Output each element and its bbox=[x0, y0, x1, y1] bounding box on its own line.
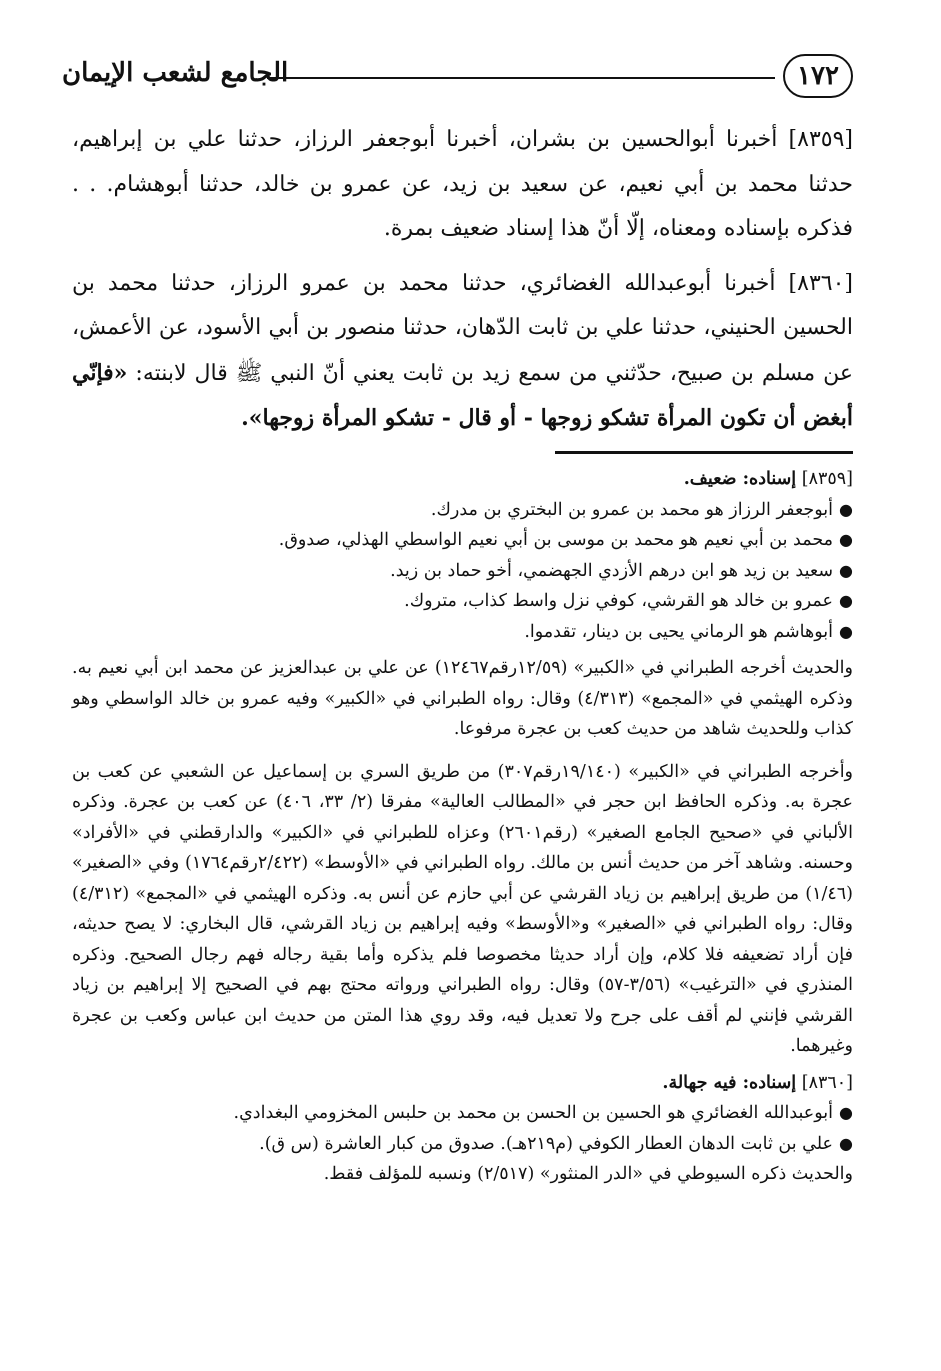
list-item-text: محمد بن أبي نعيم هو محمد بن موسى بن أبي نعيم الواسطي الهذلي، صدوق. bbox=[278, 530, 833, 550]
bullet-icon: ● bbox=[839, 1103, 853, 1122]
header-rule bbox=[267, 77, 775, 79]
list-item bbox=[72, 525, 853, 556]
takhrij-paragraph: والحديث أخرجه الطبراني في «الكبير» (١٢/٥٩رقم١٢٤٦٧) عن علي بن عبدالعزيز عن محمد ابن أبي نعيم به. وذكره الهيثمي في «المجمع» (٤/٣١٣) وقال: رواه الطبراني في «الكبير» وفيه عمرو بن خالد الواسطي وهو كذاب وللحديث شاهد من حديث كعب بن عجرة مرفوعا. bbox=[72, 658, 853, 739]
list-item-text: علي بن ثابت الدهان العطار الكوفي (م٢١٩هـ). صدوق من كبار العاشرة (س ق). bbox=[259, 1133, 833, 1154]
page-header bbox=[62, 40, 853, 110]
footnotes bbox=[72, 464, 853, 1190]
page-number: ١٧٢ bbox=[783, 54, 853, 98]
list-item bbox=[72, 1129, 853, 1160]
note-heading-8360 bbox=[72, 1068, 853, 1099]
bullet-icon: ● bbox=[839, 499, 853, 519]
hadith-matn: «فإنّي أبغض أن تكون المرأة تشكو زوجها - أو قال - تشكو المرأة زوجها». bbox=[72, 359, 853, 431]
takhrij-paragraph: وأخرجه الطبراني في «الكبير» (١٩/١٤٠رقم٣٠٧) من طريق السري بن إسماعيل عن الشعبي عن كعب بن عجرة به. وذكره الحافظ ابن حجر في «المطالب العالية» مفرقا (٢/ ٣٣، ٤٠٦) عن كعب بن عجرة. وذكره الألباني في «صحيح الجامع الصغير» (رقم٢٦٠١) وعزاه للطبراني في «الكبير» والدارقطني في «الأفراد» وحسنه. وشاهد آخر من حديث أنس بن مالك. رواه الطبراني في «الأوسط» (٢/٤٢٢رقم١٧٦٤) وفي «الصغير» (١/٤٦) من طريق إبراهيم بن زياد القرشي عن أبي حازم عن أنس به. وذكره الهيثمي في «المجمع» (٤/٣١٢) وقال: رواه الطبراني في «الصغير» و«الأوسط» وفيه إبراهيم بن زياد القرشي، قال البخاري: لا يصح حديثه، فإن أراد تضعيفه فلا كلام، وإن أراد حديثا مخصوصا فلم يذكره وأما بقية رجاله فهم رجال الصحيح. وذكره المنذري في «الترغيب» (٣/٥٦-٥٧) وقال: رواه الطبراني ورواته محتج بهم في الصحيح إلا إبراهيم بن زياد القرشي فإنني لم أقف على جرح ولا تعديل فيه، وقد روي هذا المتن من حديث ابن عباس وكعب بن عجرة وغيرهما. bbox=[72, 761, 854, 1056]
list-item-text: أبوعبدالله الغضائري هو الحسين بن الحسن بن محمد بن حلبس المخزومي البغدادي. bbox=[233, 1103, 833, 1123]
note-heading-8359 bbox=[72, 464, 853, 495]
note-number: [٨٣٦٠] bbox=[801, 1072, 853, 1093]
list-item-text: عمرو بن خالد هو القرشي، كوفي نزل واسط كذاب، متروك. bbox=[404, 591, 833, 611]
list-item-text: أبوجعفر الرزاز هو محمد بن عمرو بن البختري بن مدرك. bbox=[430, 499, 833, 520]
takhrij-paragraph: والحديث ذكره السيوطي في «الدر المنثور» (٢/٥١٧) ونسبه للمؤلف فقط. bbox=[323, 1164, 853, 1184]
hadith-number: [٨٣٦٠] bbox=[788, 270, 853, 296]
isnad-grade: إسناده: ضعيف. bbox=[683, 469, 797, 489]
bullet-icon: ● bbox=[839, 621, 853, 641]
list-item bbox=[72, 495, 853, 526]
hadith-8359 bbox=[72, 118, 853, 252]
bullet-icon: ● bbox=[839, 560, 853, 580]
main-text bbox=[72, 118, 853, 452]
hadith-number: [٨٣٥٩] bbox=[788, 127, 853, 152]
hadith-8360 bbox=[72, 262, 853, 442]
list-item bbox=[72, 1098, 853, 1129]
note-number: [٨٣٥٩] bbox=[801, 469, 853, 489]
list-item bbox=[72, 556, 853, 587]
running-title: الجامع لشعب الإيمان bbox=[62, 58, 289, 88]
isnad-grade: إسناده: فيه جهالة. bbox=[662, 1072, 797, 1093]
footnote-divider bbox=[555, 451, 853, 454]
bullet-icon: ● bbox=[839, 591, 853, 610]
hadith-text: أخبرنا أبوالحسين بن بشران، أخبرنا أبوجعفر الرزاز، حدثنا علي بن إبراهيم، حدثنا محمد بن أبي نعيم، عن سعيد بن زيد، عن عمرو بن خالد، حدثنا أبوهشام. . . فذكره بإسناده ومعناه، إلّا أنّ هذا إسناد ضعيف بمرة. bbox=[72, 127, 853, 241]
bullet-icon: ● bbox=[839, 530, 853, 549]
narrator-list bbox=[72, 1098, 853, 1159]
list-item bbox=[72, 617, 853, 648]
hadith-text: أخبرنا أبوعبدالله الغضائري، حدثنا محمد بن عمرو الرزاز، حدثنا محمد بن الحسين الحنيني، حدثنا علي بن ثابت الدّهان، حدثنا منصور بن أبي الأسود، عن الأعمش، عن مسلم بن صبيح، حدّثني من سمع زيد بن ثابت يعني أنّ النبي ﷺ قال لابنته: bbox=[72, 270, 854, 386]
list-item-text: سعيد بن زيد هو ابن درهم الأزدي الجهضمي، أخو حماد بن زيد. bbox=[390, 560, 833, 581]
list-item bbox=[72, 586, 853, 617]
list-item-text: أبوهاشم هو الرماني يحيى بن دينار، تقدموا. bbox=[524, 621, 833, 642]
bullet-icon: ● bbox=[839, 1133, 853, 1153]
narrator-list bbox=[72, 495, 853, 648]
